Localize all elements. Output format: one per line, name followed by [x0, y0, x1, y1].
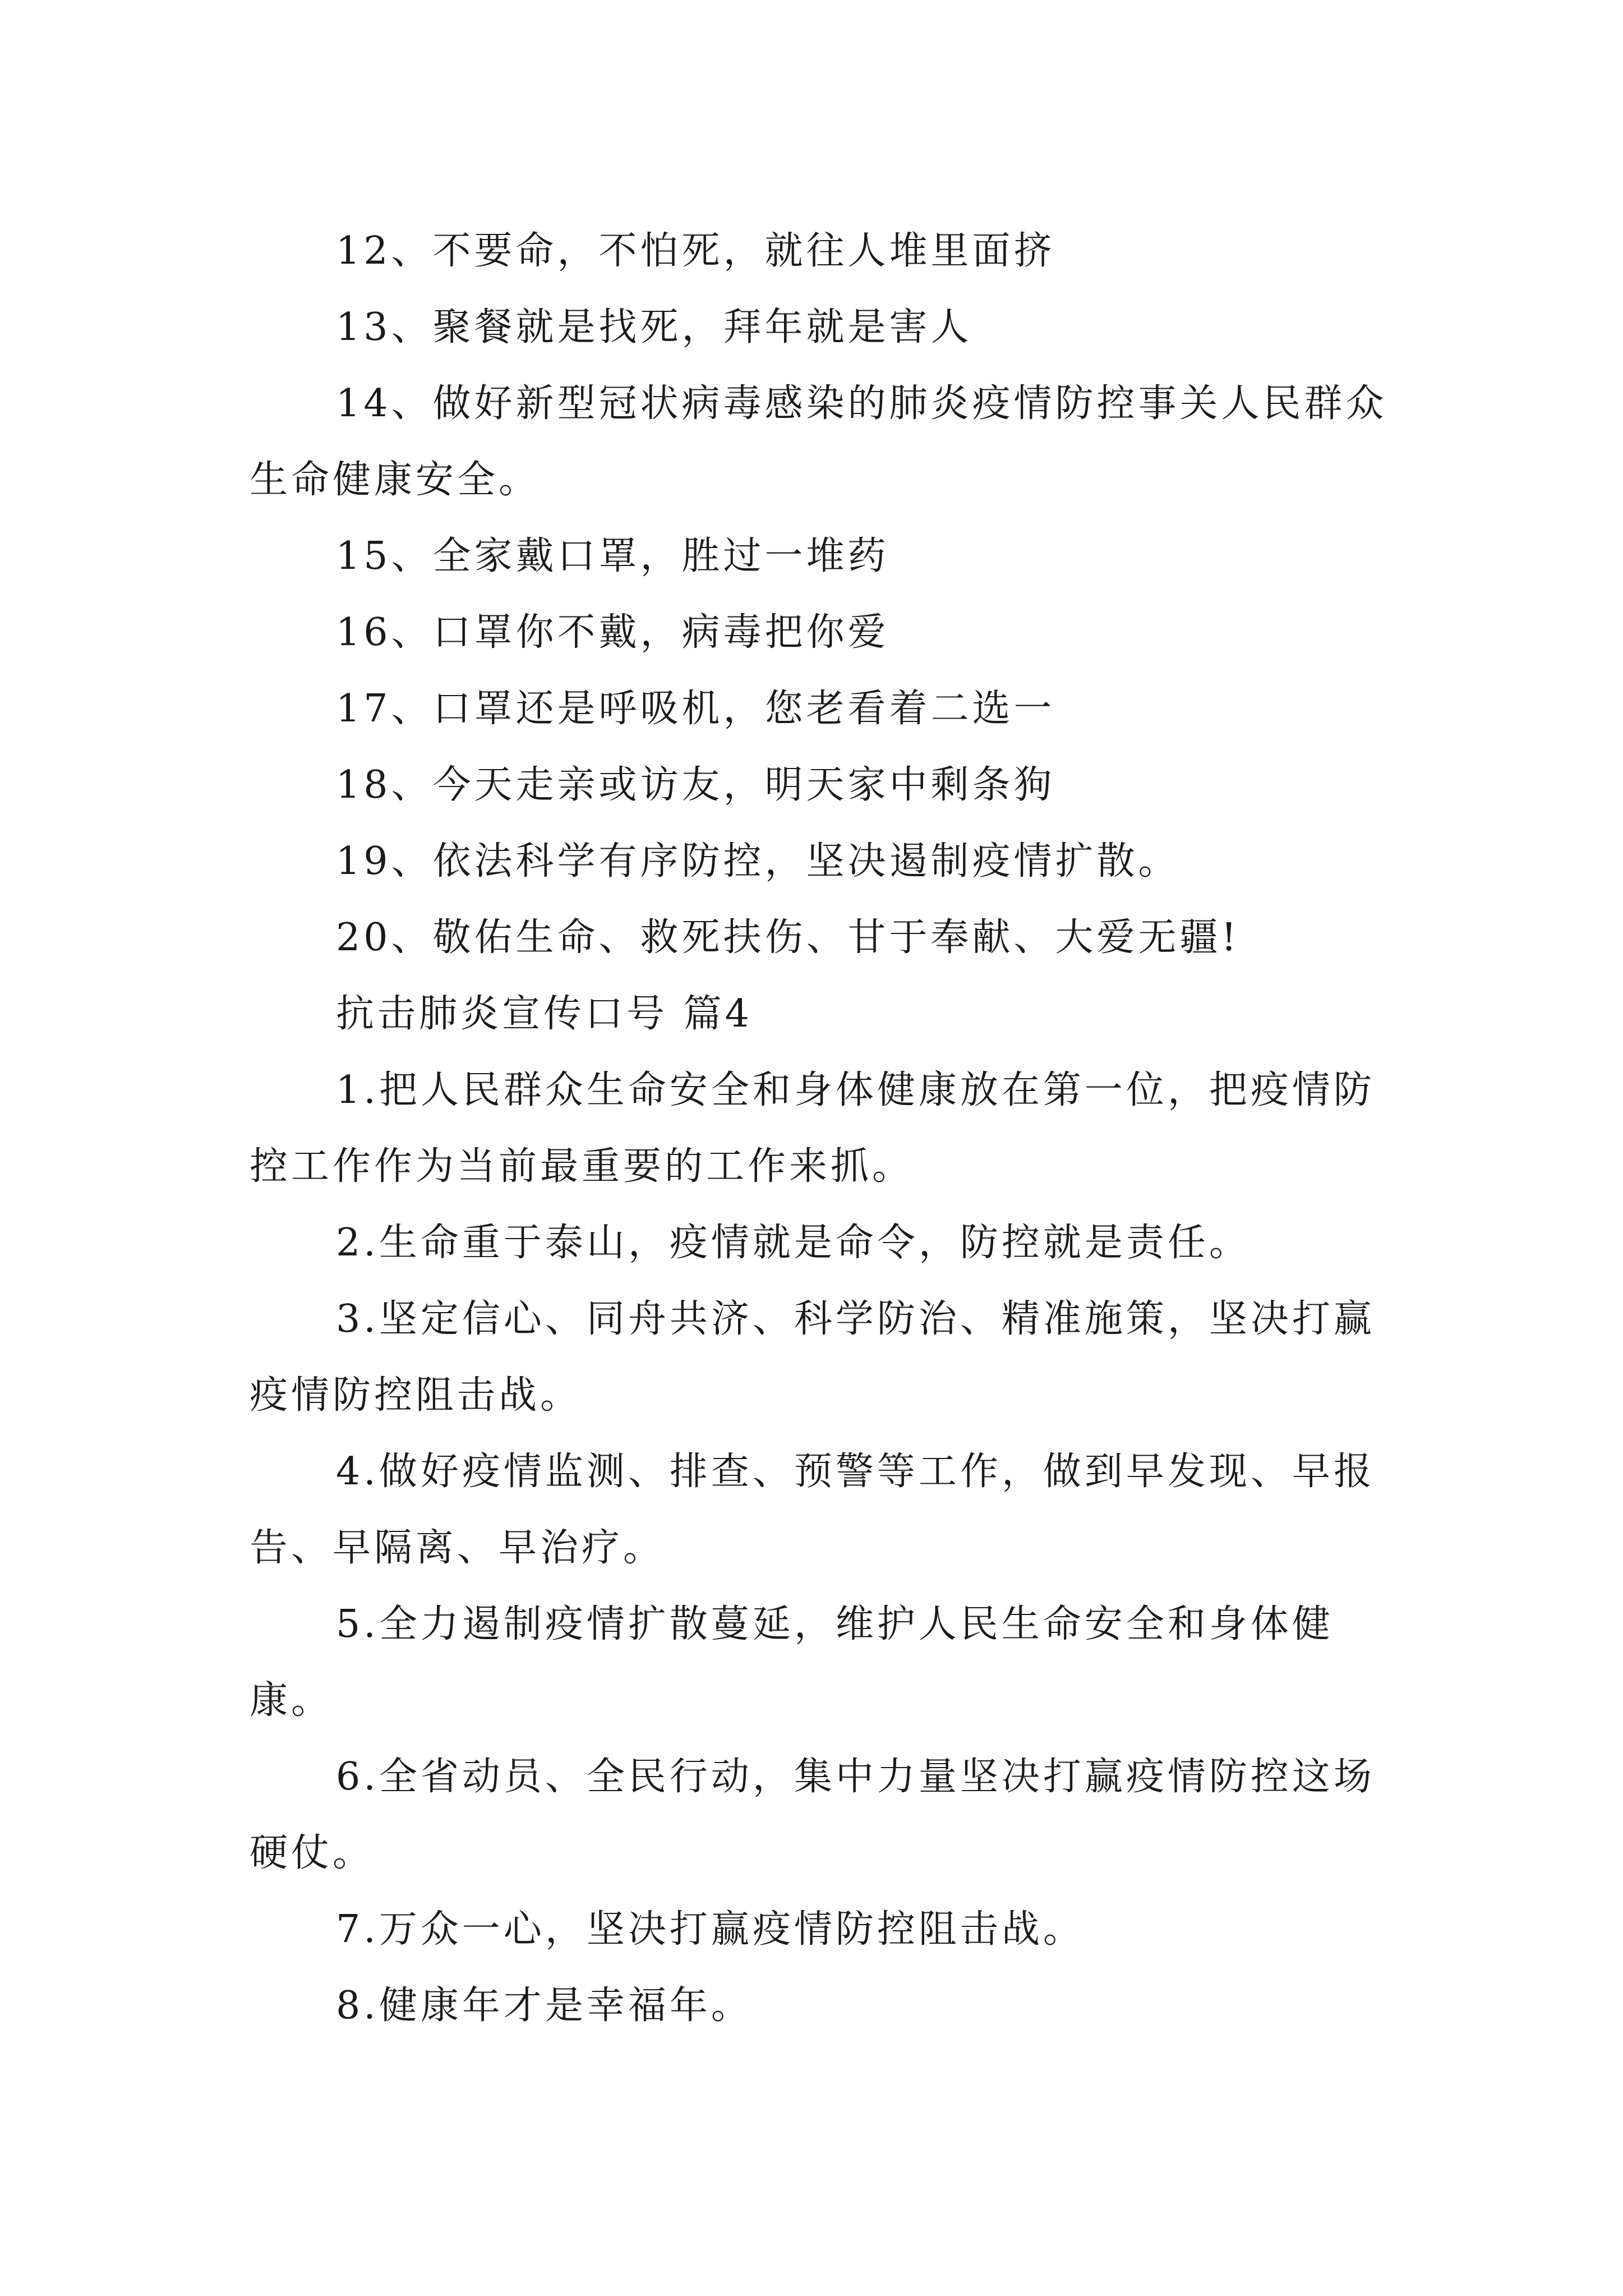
slogan-line-13: 13、聚餐就是找死，拜年就是害人: [336, 305, 972, 349]
slogan-line-15: 15、全家戴口罩，胜过一堆药: [336, 534, 889, 578]
slogan-line-20: 20、敬佑生命、救死扶伤、甘于奉献、大爱无疆!: [336, 915, 1240, 960]
document-body: [250, 213, 1388, 2044]
slogan-line-17: 17、口罩还是呼吸机，您老看着二选一: [336, 687, 1055, 731]
slogan-line-16: 16、口罩你不戴，病毒把你爱: [336, 610, 889, 655]
slogan-item-1: 1.把人民群众生命安全和身体健康放在第一位，把疫情防控工作作为当前最重要的工作来抓。: [250, 1068, 1375, 1189]
slogan-line-12: 12、不要命，不怕死，就往人堆里面挤: [336, 229, 1055, 273]
slogan-item-7: 7.万众一心，坚决打赢疫情防控阻击战。: [336, 1907, 1085, 1952]
slogan-item-4: 4.做好疫情监测、排查、预警等工作，做到早发现、早报告、早隔离、早治疗。: [250, 1450, 1375, 1570]
slogan-line-19: 19、依法科学有序防控，坚决遏制疫情扩散。: [336, 839, 1180, 884]
slogan-item-5: 5.全力遏制疫情扩散蔓延，维护人民生命安全和身体健康。: [250, 1602, 1334, 1723]
slogan-item-8: 8.健康年才是幸福年。: [336, 1984, 753, 2028]
slogan-item-3: 3.坚定信心、同舟共济、科学防治、精准施策，坚决打赢疫情防控阻击战。: [250, 1297, 1375, 1418]
slogan-item-6: 6.全省动员、全民行动，集中力量坚决打赢疫情防控这场硬仗。: [250, 1755, 1375, 1875]
slogan-line-18: 18、今天走亲或访友，明天家中剩条狗: [336, 763, 1055, 807]
slogan-line-14: 14、做好新型冠状病毒感染的肺炎疫情防控事关人民群众生命健康安全。: [250, 381, 1387, 502]
slogan-item-2: 2.生命重于泰山，疫情就是命令，防控就是责任。: [336, 1221, 1251, 1265]
section-heading: 抗击肺炎宣传口号 篇4: [336, 992, 753, 1036]
